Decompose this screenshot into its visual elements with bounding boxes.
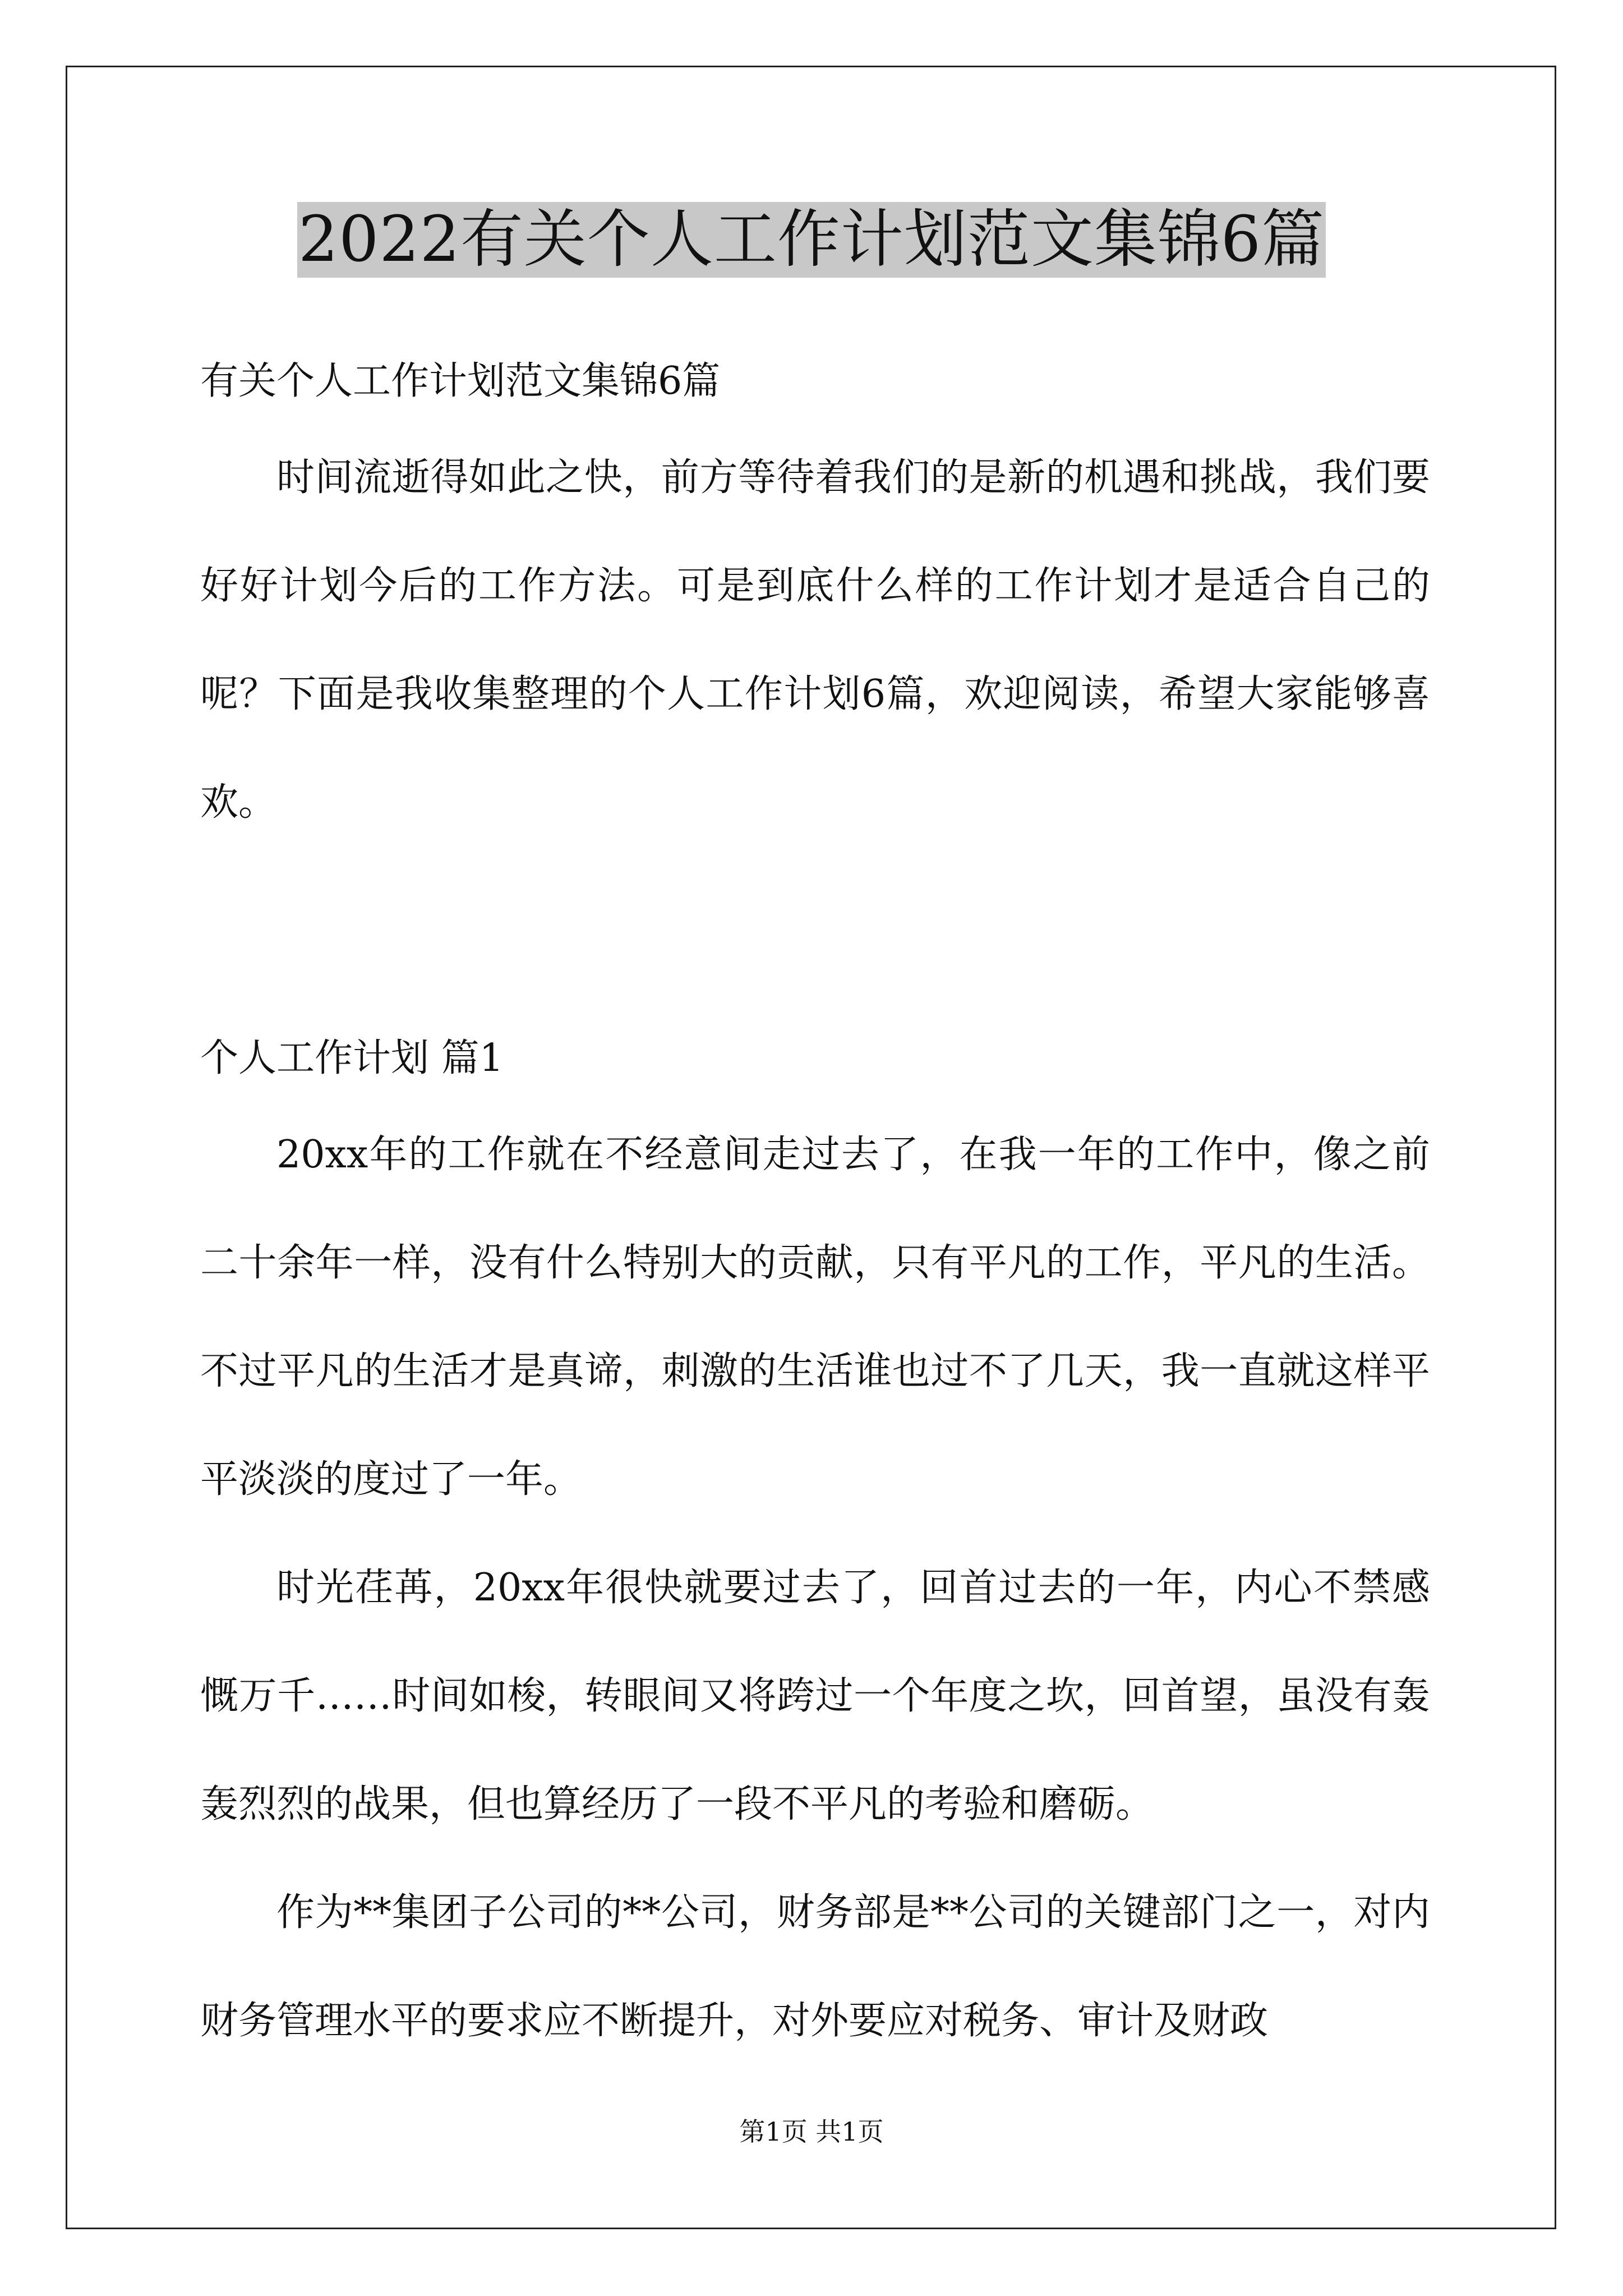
section-heading: 个人工作计划 篇1	[200, 1036, 504, 1080]
document-body	[200, 339, 1430, 2075]
body-paragraph: 作为**集团子公司的**公司，财务部是**公司的关键部门之一，对内财务管理水平的要求应不断提升，对外要应对税务、审计及财政	[200, 1890, 1430, 2043]
body-paragraph: 20xx年的工作就在不经意间走过去了，在我一年的工作中，像之前二十余年一样，没有什么特别大的贡献，只有平凡的工作，平凡的生活。不过平凡的生活才是真谛，刺激的生活谁也过不了几天，我一直就这样平平淡淡的度过了一年。	[200, 1133, 1430, 1502]
title-container	[0, 202, 1623, 278]
document-title: 2022有关个人工作计划范文集锦6篇	[297, 202, 1326, 278]
intro-paragraph: 时间流逝得如此之快，前方等待着我们的是新的机遇和挑战，我们要好好计划今后的工作方法。可是到底什么样的工作计划才是适合自己的呢？下面是我收集整理的个人工作计划6篇，欢迎阅读，希望大家能够喜欢。	[200, 455, 1430, 825]
document-subtitle: 有关个人工作计划范文集锦6篇	[200, 359, 721, 403]
page-footer: 第1页 共1页	[739, 2116, 884, 2147]
body-paragraph: 时光荏苒，20xx年很快就要过去了，回首过去的一年，内心不禁感慨万千……时间如梭，转眼间又将跨过一个年度之坎，回首望，虽没有轰轰烈烈的战果，但也算经历了一段不平凡的考验和磨砺。	[200, 1566, 1430, 1826]
